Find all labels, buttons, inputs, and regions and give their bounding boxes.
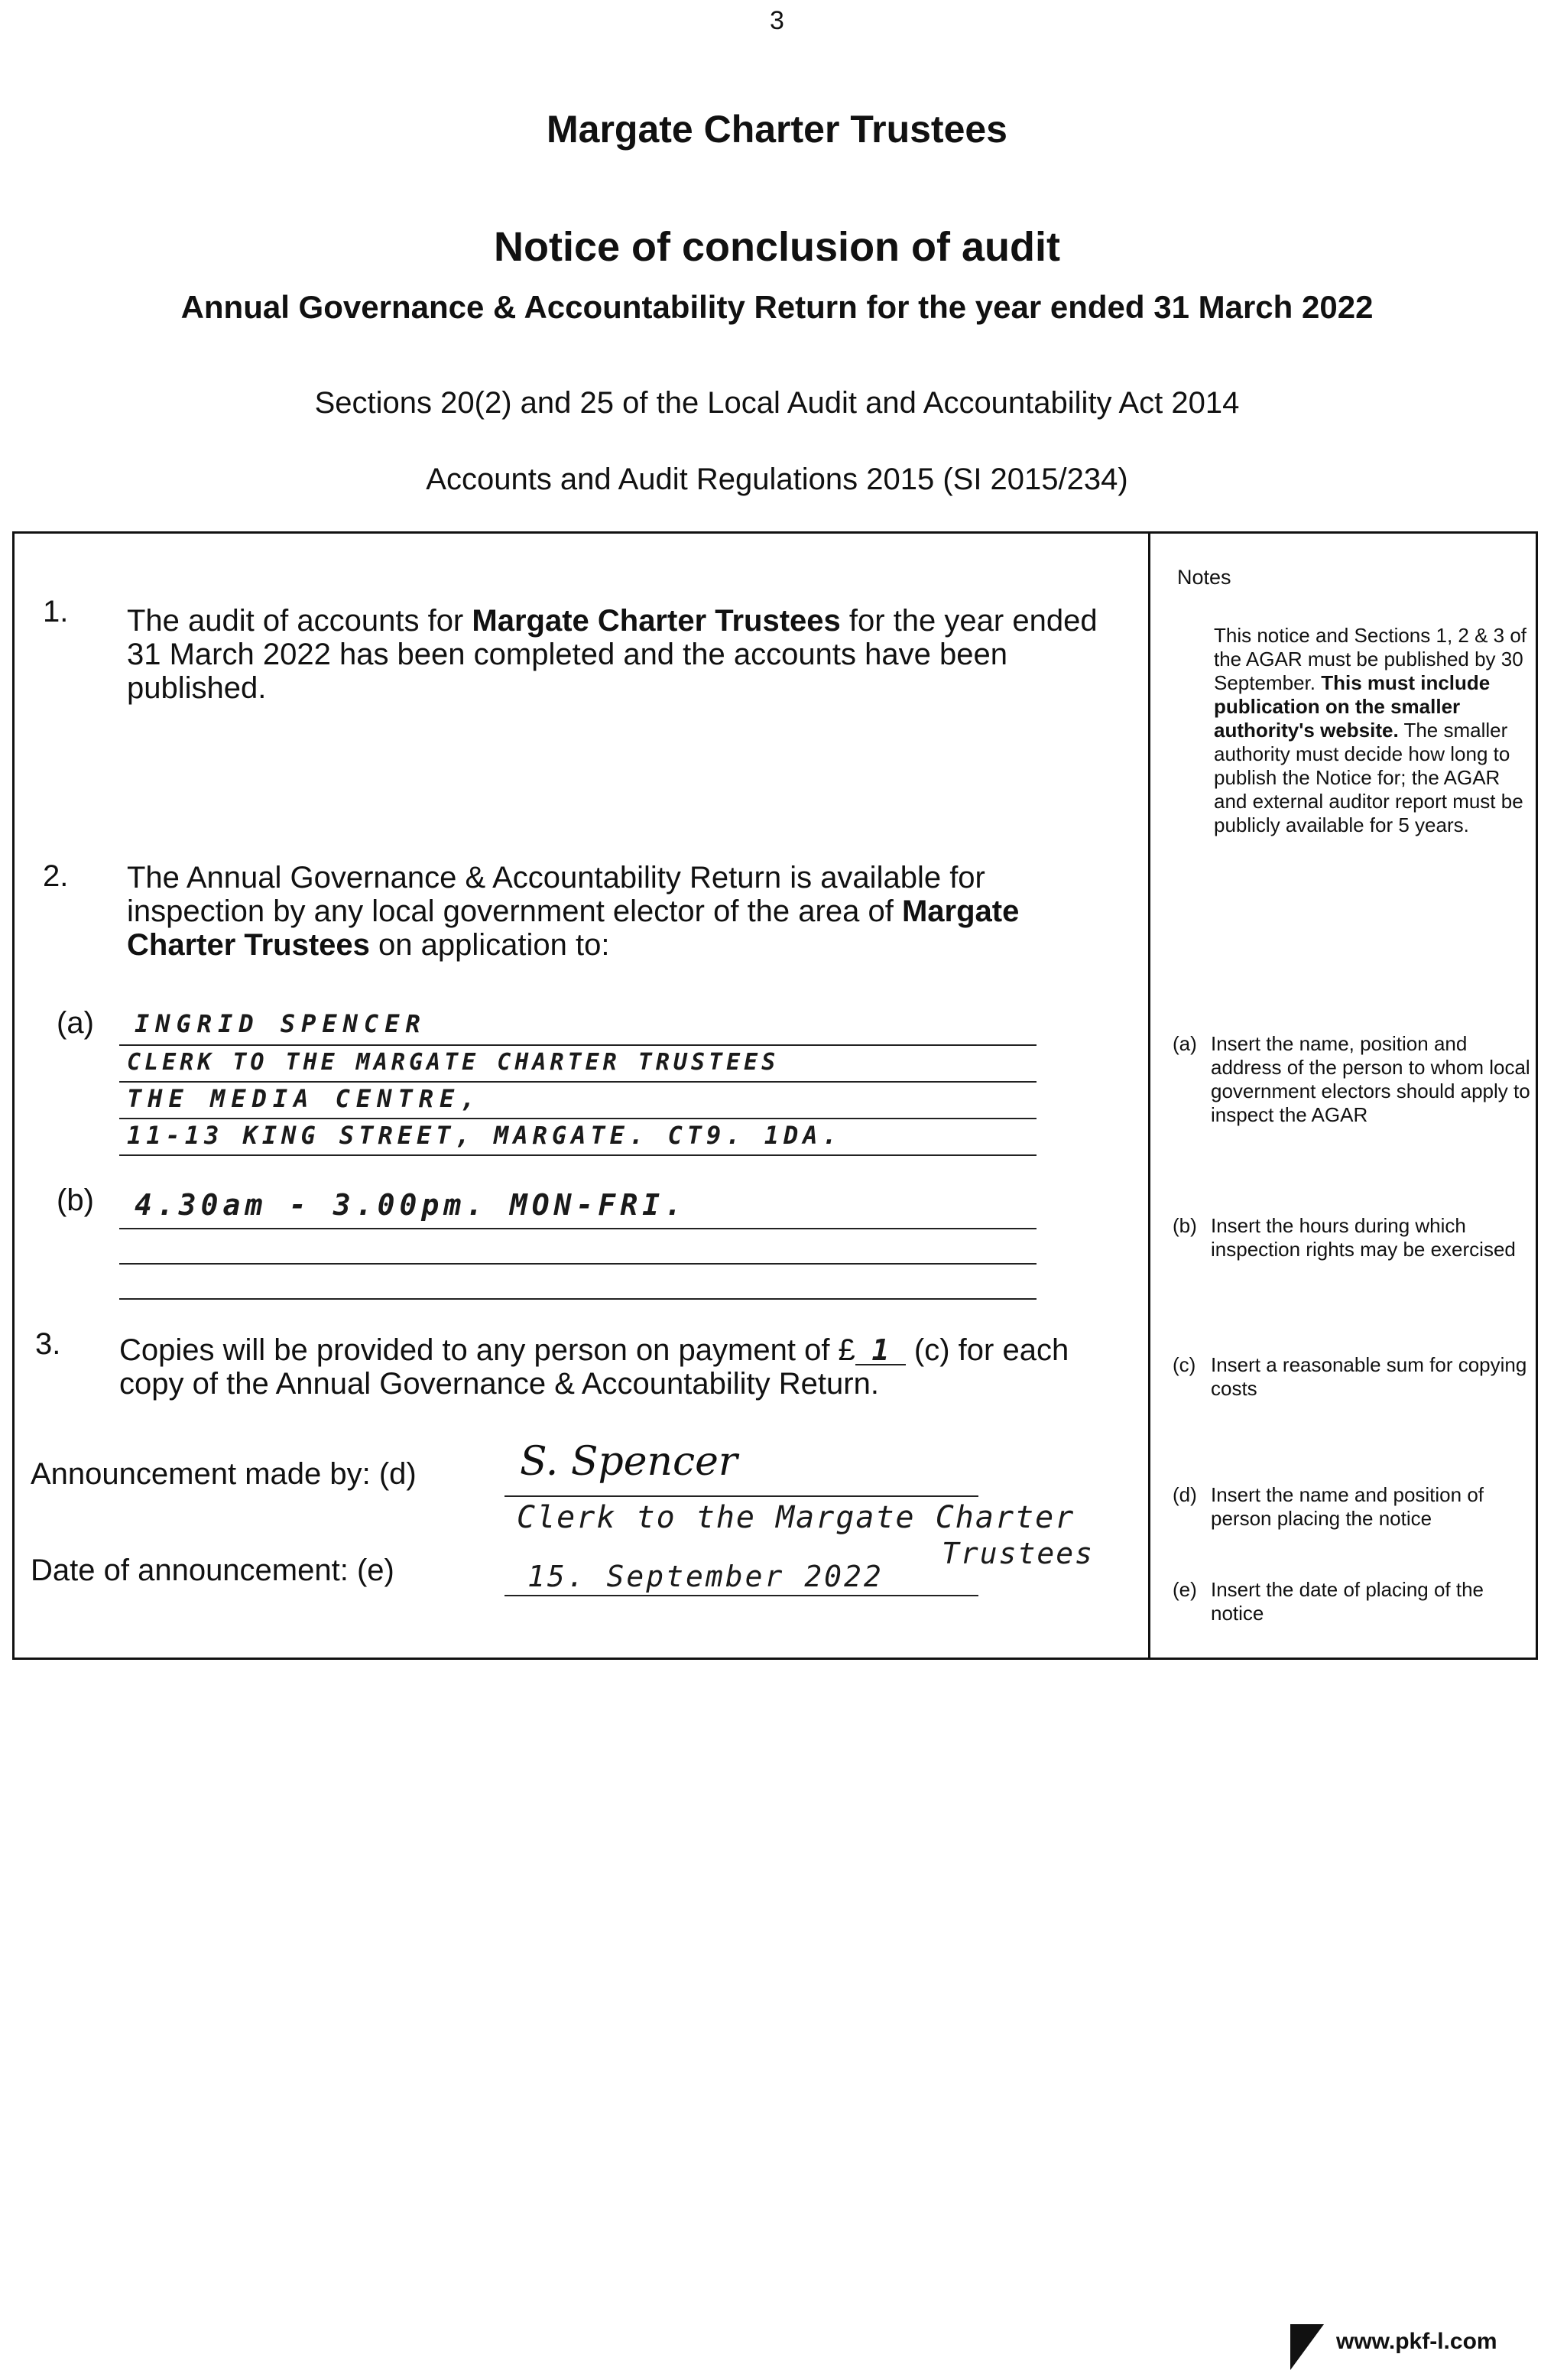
legal-reference-act: Sections 20(2) and 25 of the Local Audit and Accountability Act 2014	[314, 386, 1240, 420]
contact-underline-3	[119, 1118, 1037, 1119]
item-2-text	[127, 861, 1105, 962]
contact-line-address-2: 11-13 KING STREET, MARGATE. CT9. 1DA.	[127, 1121, 842, 1150]
item-2-number: 2.	[43, 859, 69, 893]
notes-main-bold: This must include publication on the smaller authority's website.	[1214, 671, 1491, 742]
note-c-label: (c)	[1173, 1353, 1196, 1376]
item-1-text-end: for the year ended 31 March 2022 has been completed and the accounts have been published.	[127, 604, 1098, 705]
copy-fee: 1	[855, 1336, 906, 1365]
page-number: 3	[770, 6, 784, 35]
item-1-organisation: Margate Charter Trustees	[472, 604, 841, 638]
legal-reference-regulations: Accounts and Audit Regulations 2015 (SI 2015/234)	[426, 463, 1128, 496]
item-3-text-end: (c) for each copy of the Annual Governance & Accountability Return.	[119, 1333, 1069, 1401]
contact-line-address-1: THE MEDIA CENTRE,	[127, 1084, 482, 1113]
item-1-text	[127, 604, 1136, 705]
field-b-label: (b)	[57, 1184, 94, 1217]
announcer-signature: S. Spencer	[520, 1439, 738, 1485]
item-3-text-start: Copies will be provided to any person on payment of £	[119, 1333, 855, 1367]
note-d-label: (d)	[1173, 1483, 1197, 1506]
date-underline	[504, 1595, 978, 1596]
announcer-underline	[504, 1495, 978, 1497]
notes-main-text-start: This notice and Sections 1, 2 & 3 of the AGAR must be published by 30 September.	[1214, 624, 1527, 694]
pkf-logo-icon	[1290, 2324, 1324, 2370]
announcer-role: Clerk to the Margate Charter	[517, 1500, 1075, 1535]
notes-main-text-end: The smaller authority must decide how long to publish the Notice for; the AGAR and external auditor report must be publicly available for 5 years.	[1214, 719, 1523, 836]
inspection-hours: 4.30am - 3.00pm. MON-FRI.	[135, 1188, 686, 1222]
contact-line-name: INGRID SPENCER	[135, 1009, 427, 1038]
note-a-label: (a)	[1173, 1032, 1197, 1055]
item-2-text-end: on application to:	[369, 928, 610, 962]
field-a-label: (a)	[57, 1006, 94, 1040]
notice-title: Notice of conclusion of audit	[494, 224, 1060, 270]
date-label: Date of announcement: (e)	[31, 1554, 394, 1587]
note-d-text: Insert the name and position of person placing the notice	[1211, 1483, 1484, 1530]
hours-underline-1	[119, 1228, 1037, 1229]
notice-subtitle: Annual Governance & Accountability Return for the year ended 31 March 2022	[180, 289, 1374, 325]
item-2-organisation: Margate Charter Trustees	[127, 895, 1020, 962]
note-c-text: Insert a reasonable sum for copying costs	[1211, 1353, 1527, 1400]
hours-underline-3	[119, 1298, 1037, 1300]
contact-underline-1	[119, 1044, 1037, 1046]
organisation-title: Margate Charter Trustees	[546, 108, 1007, 151]
item-1-number: 1.	[43, 595, 69, 628]
announcement-date: 15. September 2022	[527, 1560, 884, 1593]
contact-underline-2	[119, 1081, 1037, 1083]
announcement-label: Announcement made by: (d)	[31, 1457, 417, 1491]
contact-underline-4	[119, 1154, 1037, 1156]
note-e-text: Insert the date of placing of the notice	[1211, 1578, 1484, 1625]
note-b-text: Insert the hours during which inspection rights may be exercised	[1211, 1214, 1516, 1261]
footer-website: www.pkf-l.com	[1336, 2329, 1497, 2354]
item-3-number: 3.	[35, 1327, 61, 1361]
note-a-text: Insert the name, position and address of the person to whom local government electors should apply to inspect the AGAR	[1211, 1032, 1530, 1126]
note-b-label: (b)	[1173, 1214, 1197, 1237]
announcer-role-continued: Trustees	[942, 1537, 1095, 1570]
notes-main	[1214, 624, 1527, 837]
contact-line-position: CLERK TO THE MARGATE CHARTER TRUSTEES	[127, 1049, 780, 1076]
note-e-label: (e)	[1173, 1578, 1197, 1601]
item-3-text	[119, 1333, 1128, 1401]
notes-column-divider	[1148, 531, 1150, 1660]
notes-heading: Notes	[1177, 566, 1231, 589]
item-2-text-start: The Annual Governance & Accountability Return is available for inspection by any local government elector of the area of	[127, 861, 985, 928]
hours-underline-2	[119, 1263, 1037, 1265]
item-1-text-start: The audit of accounts for	[127, 604, 472, 638]
